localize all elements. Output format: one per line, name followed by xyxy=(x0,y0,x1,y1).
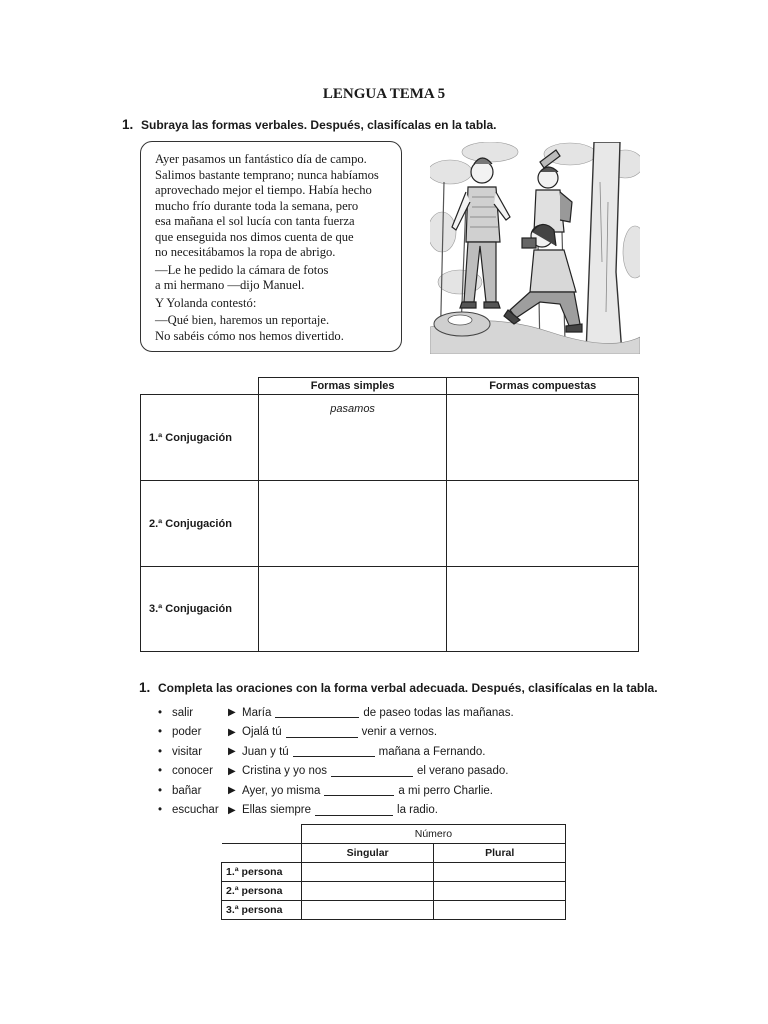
person-number-table xyxy=(221,824,566,920)
verb-label: poder xyxy=(172,726,202,739)
group-header: Número xyxy=(301,825,565,844)
answer-cell[interactable] xyxy=(301,863,434,882)
text-line: Ayer pasamos un fantástico día de campo. xyxy=(155,152,367,166)
sentence-start: Juan y tú xyxy=(242,745,289,758)
table-row xyxy=(141,395,639,481)
blank-field[interactable] xyxy=(293,746,375,757)
sentence-end: el verano pasado. xyxy=(417,765,509,778)
answer-cell[interactable] xyxy=(447,567,639,652)
exercise-1-number: 1. xyxy=(122,117,134,132)
sentence-end: venir a vernos. xyxy=(361,726,438,739)
list-item xyxy=(158,723,514,743)
exercise-2-heading: Completa las oraciones con la forma verbal adecuada. Después, clasifícalas en la tabla. xyxy=(158,681,658,695)
arrow-icon: ▶ xyxy=(228,804,236,816)
verb-label: salir xyxy=(172,706,194,719)
empty-corner-cell xyxy=(222,825,302,844)
empty-corner-cell xyxy=(141,378,259,395)
reading-text-box xyxy=(140,141,402,352)
blank-field[interactable] xyxy=(315,805,393,816)
text-line: mucho frío durante toda la semana, pero xyxy=(155,198,359,213)
exercise-1-heading: Subraya las formas verbales. Después, clasifícalas en la tabla. xyxy=(141,118,497,132)
list-item xyxy=(158,781,514,801)
list-item xyxy=(158,762,514,782)
table-row xyxy=(222,882,566,901)
list-item xyxy=(158,801,514,821)
column-header: Formas simples xyxy=(258,378,447,395)
text-line: —Qué bien, haremos un reportaje. xyxy=(155,313,330,327)
table-header-row xyxy=(141,378,639,395)
verb-label: escuchar xyxy=(172,804,219,817)
verb-label: conocer xyxy=(172,765,213,778)
answer-cell[interactable] xyxy=(434,863,566,882)
empty-corner-cell xyxy=(222,844,302,863)
text-line: Salimos bastante temprano; nunca habíamos xyxy=(155,167,379,182)
sentence-end: la radio. xyxy=(397,804,438,817)
exercise-2-number: 1. xyxy=(139,680,151,695)
row-label: 1.ª persona xyxy=(222,863,302,882)
bullet: • xyxy=(158,784,163,797)
children-in-forest-illustration xyxy=(430,142,640,354)
text-line: No sabéis cómo nos hemos divertido. xyxy=(155,328,344,343)
answer-cell[interactable] xyxy=(301,901,434,920)
answer-cell[interactable] xyxy=(447,481,639,567)
row-label: 2.ª persona xyxy=(222,882,302,901)
arrow-icon: ▶ xyxy=(228,746,236,758)
blank-field[interactable] xyxy=(331,766,413,777)
bullet: • xyxy=(158,804,163,817)
row-label: 2.ª Conjugación xyxy=(141,481,259,567)
table-row xyxy=(222,863,566,882)
sentence-end: mañana a Fernando. xyxy=(378,745,486,758)
sentence-end: a mi perro Charlie. xyxy=(398,784,493,797)
sentence-start: Ellas siempre xyxy=(242,804,312,817)
list-item xyxy=(158,742,514,762)
text-line: a mi hermano —dijo Manuel. xyxy=(155,278,305,292)
table-header-row xyxy=(222,844,566,863)
text-line: Y Yolanda contestó: xyxy=(155,295,257,310)
blank-field[interactable] xyxy=(275,707,359,718)
sentence-end: de paseo todas las mañanas. xyxy=(363,706,514,719)
answer-cell[interactable]: pasamos xyxy=(258,395,447,481)
blank-field[interactable] xyxy=(286,727,358,738)
row-label: 3.ª persona xyxy=(222,901,302,920)
table-row xyxy=(222,901,566,920)
text-line: esa mañana el sol lucía con tanta fuerza xyxy=(155,214,355,228)
arrow-icon: ▶ xyxy=(228,765,236,777)
column-header: Formas compuestas xyxy=(447,378,639,395)
column-header: Singular xyxy=(301,844,434,863)
sentence-start: María xyxy=(242,706,272,719)
text-line: —Le he pedido la cámara de fotos xyxy=(155,262,329,277)
table-row xyxy=(141,481,639,567)
sentence-start: Cristina y yo nos xyxy=(242,765,328,778)
arrow-icon: ▶ xyxy=(228,707,236,719)
text-line: no necesitábamos la ropa de abrigo. xyxy=(155,245,336,259)
answer-cell[interactable] xyxy=(301,882,434,901)
bullet: • xyxy=(158,706,163,719)
table-row xyxy=(141,567,639,652)
arrow-icon: ▶ xyxy=(228,785,236,797)
sentence-start: Ayer, yo misma xyxy=(242,784,321,797)
row-label: 1.ª Conjugación xyxy=(141,395,259,481)
list-item xyxy=(158,703,514,723)
text-line: aprovechado mejor el tiempo. Había hecho xyxy=(155,183,372,197)
verb-forms-table xyxy=(140,377,639,652)
arrow-icon: ▶ xyxy=(228,726,236,738)
answer-cell[interactable] xyxy=(258,567,447,652)
sentence-list xyxy=(158,703,514,820)
row-label: 3.ª Conjugación xyxy=(141,567,259,652)
answer-cell[interactable] xyxy=(258,481,447,567)
verb-label: bañar xyxy=(172,784,202,797)
bullet: • xyxy=(158,745,163,758)
page-title: LENGUA TEMA 5 xyxy=(322,86,446,102)
answer-cell[interactable] xyxy=(434,882,566,901)
table-header-row xyxy=(222,825,566,844)
column-header: Plural xyxy=(434,844,566,863)
bullet: • xyxy=(158,765,163,778)
bullet: • xyxy=(158,726,163,739)
answer-cell[interactable] xyxy=(447,395,639,481)
text-line: que enseguida nos dimos cuenta de que xyxy=(155,229,354,244)
blank-field[interactable] xyxy=(324,785,394,796)
answer-cell[interactable] xyxy=(434,901,566,920)
sentence-start: Ojalá tú xyxy=(242,726,282,739)
verb-label: visitar xyxy=(172,745,203,758)
